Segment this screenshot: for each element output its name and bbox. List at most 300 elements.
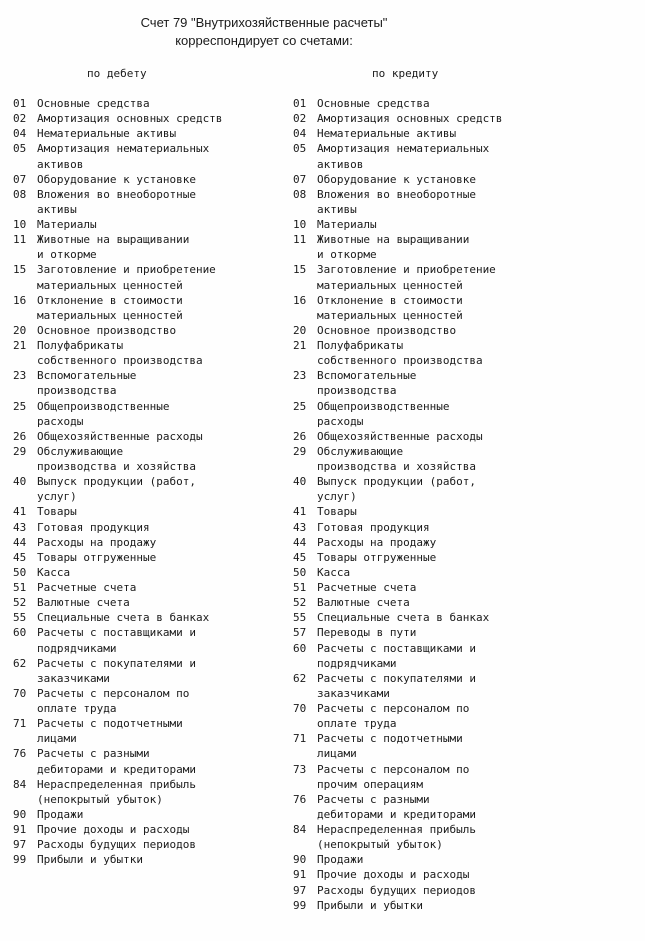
account-number: 40 [13, 475, 27, 489]
account-number: 73 [293, 762, 307, 776]
account-row [293, 172, 593, 187]
account-number: 26 [293, 429, 307, 443]
account-row [13, 399, 283, 429]
account-row [13, 610, 283, 625]
account-name [37, 610, 283, 625]
account-number: 25 [293, 399, 307, 413]
account-name-line: Нераспределенная прибыль [317, 823, 476, 836]
account-number: 99 [293, 898, 307, 912]
account-name [317, 338, 593, 368]
account-number: 43 [13, 520, 27, 534]
account-name-line: Специальные счета в банках [317, 611, 490, 625]
account-name-line: Продажи [37, 807, 84, 821]
account-name-line: услуг) [37, 490, 77, 504]
account-row [293, 126, 593, 141]
account-name-line: Общехозяйственные расходы [37, 429, 203, 443]
account-number: 08 [13, 187, 27, 201]
account-row [13, 852, 283, 867]
account-row [293, 867, 593, 882]
account-name [37, 716, 283, 746]
account-name-line: Амортизация нематериальных [317, 142, 490, 156]
account-name-line: Специальные счета в банках [37, 611, 210, 625]
account-name [317, 883, 593, 898]
account-name-line: Прочие доходы и расходы [37, 823, 190, 836]
account-name-line: Нематериальные активы [317, 127, 457, 141]
account-number: 10 [293, 218, 307, 231]
account-row [293, 822, 593, 852]
account-row [293, 338, 593, 368]
account-name [37, 580, 283, 595]
account-row [293, 368, 593, 398]
account-number: 29 [13, 444, 27, 458]
account-name [317, 111, 593, 126]
account-row [13, 338, 283, 368]
account-row [293, 580, 593, 595]
account-row [293, 111, 593, 126]
document-subtitle: корреспондирует со счетами: [175, 33, 353, 48]
account-row [293, 262, 593, 292]
debit-accounts-list [13, 96, 283, 867]
account-name-line: Касса [317, 565, 351, 579]
account-name [37, 520, 283, 535]
account-number: 99 [13, 853, 27, 867]
account-name [317, 610, 593, 625]
account-name [317, 671, 593, 701]
account-name-line: Общепроизводственные [37, 399, 170, 413]
account-number: 26 [13, 429, 27, 443]
account-number: 51 [293, 581, 307, 594]
account-number: 97 [293, 883, 307, 897]
account-name [317, 520, 593, 535]
account-number: 45 [293, 550, 307, 564]
account-name-line: дебиторами и кредиторами [317, 807, 476, 821]
account-name-line: Общехозяйственные расходы [317, 429, 483, 443]
account-row [293, 898, 593, 913]
account-row [293, 187, 593, 217]
account-row [293, 852, 593, 867]
account-number: 70 [293, 702, 307, 715]
account-row [13, 807, 283, 822]
account-name [317, 96, 593, 111]
account-name-line: собственного производства [37, 354, 203, 368]
account-name [317, 217, 593, 232]
account-name-line: подрядчиками [37, 641, 117, 655]
account-name-line: Вспомогательные [317, 369, 417, 383]
account-number: 25 [13, 399, 27, 413]
account-name-line: Вложения во внеоборотные [317, 187, 476, 201]
account-name [317, 429, 593, 444]
account-row [293, 625, 593, 640]
account-name [37, 565, 283, 580]
account-name [317, 126, 593, 141]
account-name-line: Отклонение в стоимости [37, 293, 183, 307]
account-row [13, 746, 283, 776]
account-name-line: Расчеты с персоналом по [317, 702, 470, 715]
account-row [13, 111, 283, 126]
account-number: 10 [13, 218, 27, 231]
account-number: 91 [293, 868, 307, 882]
account-name-line: Валютные счета [317, 596, 410, 610]
account-row [13, 686, 283, 716]
account-name-line: Расчеты с персоналом по [37, 686, 190, 700]
account-row [293, 792, 593, 822]
account-row [293, 429, 593, 444]
account-name [317, 898, 593, 913]
account-name [317, 323, 593, 338]
account-name [317, 852, 593, 867]
account-number: 04 [293, 127, 307, 141]
account-name-line: активы [37, 202, 77, 216]
account-name-line: Амортизация нематериальных [37, 142, 210, 156]
account-number: 07 [13, 172, 27, 186]
account-name [317, 595, 593, 610]
account-name-line: Оборудование к установке [317, 172, 476, 186]
account-number: 02 [13, 112, 27, 126]
account-name-line: Расходы на продажу [317, 535, 437, 549]
account-row [13, 520, 283, 535]
account-row [13, 595, 283, 610]
account-name-line: Выпуск продукции (работ, [37, 475, 196, 489]
account-number: 76 [293, 792, 307, 806]
account-name-line: Прибыли и убытки [317, 898, 423, 912]
account-row [13, 535, 283, 550]
account-number: 21 [293, 339, 307, 352]
account-number: 52 [13, 596, 27, 610]
account-number: 84 [293, 823, 307, 836]
account-name-line: производства [37, 384, 117, 398]
account-row [13, 444, 283, 474]
debit-column-heading: по дебету [87, 67, 147, 80]
account-name-line: Расчеты с поставщиками и [317, 641, 476, 655]
account-name-line: (непокрытый убыток) [317, 838, 443, 852]
account-number: 41 [13, 505, 27, 519]
account-name [317, 792, 593, 822]
account-name [317, 444, 593, 474]
account-name-line: Прибыли и убытки [37, 853, 143, 867]
credit-accounts-list [293, 96, 593, 913]
account-name [37, 595, 283, 610]
account-name [37, 656, 283, 686]
account-number: 51 [13, 581, 27, 594]
account-number: 76 [13, 747, 27, 761]
account-row [13, 565, 283, 580]
account-row [13, 474, 283, 504]
account-number: 21 [13, 339, 27, 352]
account-row [13, 504, 283, 519]
account-row [13, 232, 283, 262]
account-name [37, 625, 283, 655]
account-name [317, 762, 593, 792]
account-number: 91 [13, 823, 27, 836]
account-row [13, 550, 283, 565]
account-row [293, 520, 593, 535]
account-name-line: активы [317, 202, 357, 216]
account-number: 60 [13, 626, 27, 640]
account-row [13, 293, 283, 323]
account-name-line: Расчеты с разными [317, 792, 430, 806]
account-name-line: собственного производства [317, 354, 483, 368]
account-name-line: Товары [37, 505, 77, 519]
account-name [37, 126, 283, 141]
account-name [317, 368, 593, 398]
account-name [317, 504, 593, 519]
account-number: 57 [293, 626, 307, 640]
account-number: 41 [293, 505, 307, 519]
account-name [317, 262, 593, 292]
account-name-line: Готовая продукция [317, 520, 430, 534]
account-row [293, 293, 593, 323]
account-row [293, 323, 593, 338]
account-row [13, 368, 283, 398]
account-name [37, 504, 283, 519]
account-number: 02 [293, 112, 307, 126]
account-row [13, 323, 283, 338]
account-name [37, 777, 283, 807]
account-number: 29 [293, 444, 307, 458]
account-name [37, 141, 283, 171]
account-name-line: подрядчиками [317, 656, 397, 670]
account-number: 71 [293, 732, 307, 746]
account-name [37, 535, 283, 550]
account-name-line: Основное производство [317, 323, 457, 337]
account-row [293, 595, 593, 610]
account-number: 23 [293, 369, 307, 383]
account-row [293, 232, 593, 262]
account-row [293, 610, 593, 625]
account-name [317, 232, 593, 262]
account-name-line: производства и хозяйства [37, 460, 196, 473]
account-row [13, 580, 283, 595]
account-name-line: Расчеты с подотчетными [37, 717, 183, 731]
account-row [293, 504, 593, 519]
account-name [317, 187, 593, 217]
account-name-line: заказчиками [37, 671, 110, 685]
account-name-line: Животные на выращивании [317, 233, 470, 247]
account-name-line: (непокрытый убыток) [37, 792, 163, 806]
account-name-line: Полуфабрикаты [37, 339, 124, 352]
account-row [293, 762, 593, 792]
account-number: 50 [293, 565, 307, 579]
account-name [317, 565, 593, 580]
account-row [13, 822, 283, 837]
account-name [37, 262, 283, 292]
account-name-line: материальных ценностей [317, 278, 463, 292]
account-name-line: Товары [317, 505, 357, 519]
account-name-line: Расчетные счета [37, 581, 137, 594]
account-name-line: расходы [37, 414, 84, 428]
account-row [13, 656, 283, 686]
account-name-line: расходы [317, 414, 364, 428]
account-number: 62 [293, 671, 307, 685]
account-name [317, 399, 593, 429]
account-number: 01 [293, 97, 307, 110]
account-name-line: Полуфабрикаты [317, 339, 404, 352]
account-row [293, 550, 593, 565]
account-name [317, 172, 593, 187]
account-name [37, 474, 283, 504]
account-name-line: активов [37, 157, 84, 171]
account-name-line: Основные средства [37, 97, 150, 110]
account-name-line: материальных ценностей [317, 308, 463, 322]
account-name [317, 641, 593, 671]
account-row [13, 429, 283, 444]
account-row [293, 96, 593, 111]
account-name [317, 141, 593, 171]
account-name-line: Заготовление и приобретение [37, 263, 216, 277]
account-name-line: материальных ценностей [37, 308, 183, 322]
account-name-line: Вложения во внеоборотные [37, 187, 196, 201]
account-name-line: Животные на выращивании [37, 233, 190, 247]
account-number: 05 [293, 142, 307, 156]
account-name-line: прочим операциям [317, 777, 423, 791]
account-number: 05 [13, 142, 27, 156]
account-number: 07 [293, 172, 307, 186]
account-number: 04 [13, 127, 27, 141]
account-name-line: Товары отгруженные [37, 550, 157, 564]
account-name [37, 429, 283, 444]
account-name-line: Заготовление и приобретение [317, 263, 496, 277]
account-name-line: оплате труда [317, 717, 397, 731]
account-row [293, 565, 593, 580]
account-row [293, 141, 593, 171]
account-name [37, 323, 283, 338]
account-name [37, 368, 283, 398]
account-row [13, 141, 283, 171]
account-name-line: Общепроизводственные [317, 399, 450, 413]
account-name [37, 187, 283, 217]
account-row [293, 731, 593, 761]
account-row [293, 217, 593, 232]
account-name-line: Оборудование к установке [37, 172, 196, 186]
account-row [13, 172, 283, 187]
account-name [317, 822, 593, 852]
account-name-line: заказчиками [317, 686, 390, 700]
account-name [37, 852, 283, 867]
account-name-line: оплате труда [37, 702, 117, 715]
account-name-line: лицами [317, 747, 357, 761]
account-name-line: Материалы [37, 218, 97, 231]
account-name-line: Обслуживающие [317, 444, 404, 458]
account-number: 11 [13, 233, 27, 247]
account-name [317, 293, 593, 323]
account-name-line: Расчеты с покупателями и [37, 656, 196, 670]
account-name-line: Прочие доходы и расходы [317, 868, 470, 882]
account-name-line: Расходы будущих периодов [37, 838, 196, 852]
account-name-line: Выпуск продукции (работ, [317, 475, 476, 489]
account-row [293, 883, 593, 898]
account-name-line: услуг) [317, 490, 357, 504]
account-name-line: Расчетные счета [317, 581, 417, 594]
account-name [317, 731, 593, 761]
account-name [37, 111, 283, 126]
account-number: 52 [293, 596, 307, 610]
account-number: 60 [293, 641, 307, 655]
account-number: 16 [293, 293, 307, 307]
account-name-line: материальных ценностей [37, 278, 183, 292]
account-number: 40 [293, 475, 307, 489]
account-name-line: и откорме [37, 248, 97, 262]
account-number: 90 [293, 853, 307, 867]
account-number: 50 [13, 565, 27, 579]
account-name-line: Основное производство [37, 323, 177, 337]
account-name [317, 535, 593, 550]
account-name-line: Расходы на продажу [37, 535, 157, 549]
account-name-line: Амортизация основных средств [37, 112, 223, 126]
account-number: 55 [13, 611, 27, 625]
account-number: 84 [13, 777, 27, 791]
account-number: 43 [293, 520, 307, 534]
account-name-line: Отклонение в стоимости [317, 293, 463, 307]
account-name-line: Расчеты с покупателями и [317, 671, 476, 685]
account-name-line: Обслуживающие [37, 444, 124, 458]
account-name-line: Валютные счета [37, 596, 130, 610]
account-name [37, 172, 283, 187]
account-row [13, 187, 283, 217]
account-name [37, 686, 283, 716]
account-number: 20 [293, 323, 307, 337]
account-row [13, 96, 283, 111]
account-name [317, 867, 593, 882]
account-name [37, 807, 283, 822]
account-row [13, 126, 283, 141]
account-number: 70 [13, 686, 27, 700]
account-name [37, 837, 283, 852]
account-name [37, 232, 283, 262]
account-name-line: и откорме [317, 248, 377, 262]
account-number: 62 [13, 656, 27, 670]
account-row [13, 837, 283, 852]
account-name [317, 625, 593, 640]
account-row [13, 262, 283, 292]
account-number: 44 [13, 535, 27, 549]
account-name-line: активов [317, 157, 364, 171]
account-name-line: производства [317, 384, 397, 398]
account-number: 20 [13, 323, 27, 337]
account-name-line: Расчеты с персоналом по [317, 762, 470, 776]
account-row [13, 625, 283, 655]
account-number: 15 [13, 263, 27, 277]
account-name-line: Товары отгруженные [317, 550, 437, 564]
account-name-line: Расходы будущих периодов [317, 883, 476, 897]
account-number: 97 [13, 838, 27, 852]
account-row [293, 474, 593, 504]
account-name [317, 550, 593, 565]
account-name-line: Материалы [317, 218, 377, 231]
account-number: 44 [293, 535, 307, 549]
account-name-line: Амортизация основных средств [317, 112, 503, 126]
credit-column-heading: по кредиту [372, 67, 439, 80]
account-name-line: Готовая продукция [37, 520, 150, 534]
account-row [293, 641, 593, 671]
account-name [37, 217, 283, 232]
account-row [13, 217, 283, 232]
account-name-line: Вспомогательные [37, 369, 137, 383]
account-name [37, 399, 283, 429]
account-name-line: Переводы в пути [317, 626, 417, 640]
account-name-line: дебиторами и кредиторами [37, 762, 196, 776]
document-title: Счет 79 "Внутрихозяйственные расчеты" [140, 15, 388, 30]
account-name-line: Расчеты с разными [37, 747, 150, 761]
account-name [317, 701, 593, 731]
account-name-line: Расчеты с подотчетными [317, 732, 463, 746]
account-name-line: Касса [37, 565, 71, 579]
account-number: 23 [13, 369, 27, 383]
account-row [13, 777, 283, 807]
account-name [37, 338, 283, 368]
account-number: 01 [13, 97, 27, 110]
account-name-line: Основные средства [317, 97, 430, 110]
account-name-line: Нематериальные активы [37, 127, 177, 141]
